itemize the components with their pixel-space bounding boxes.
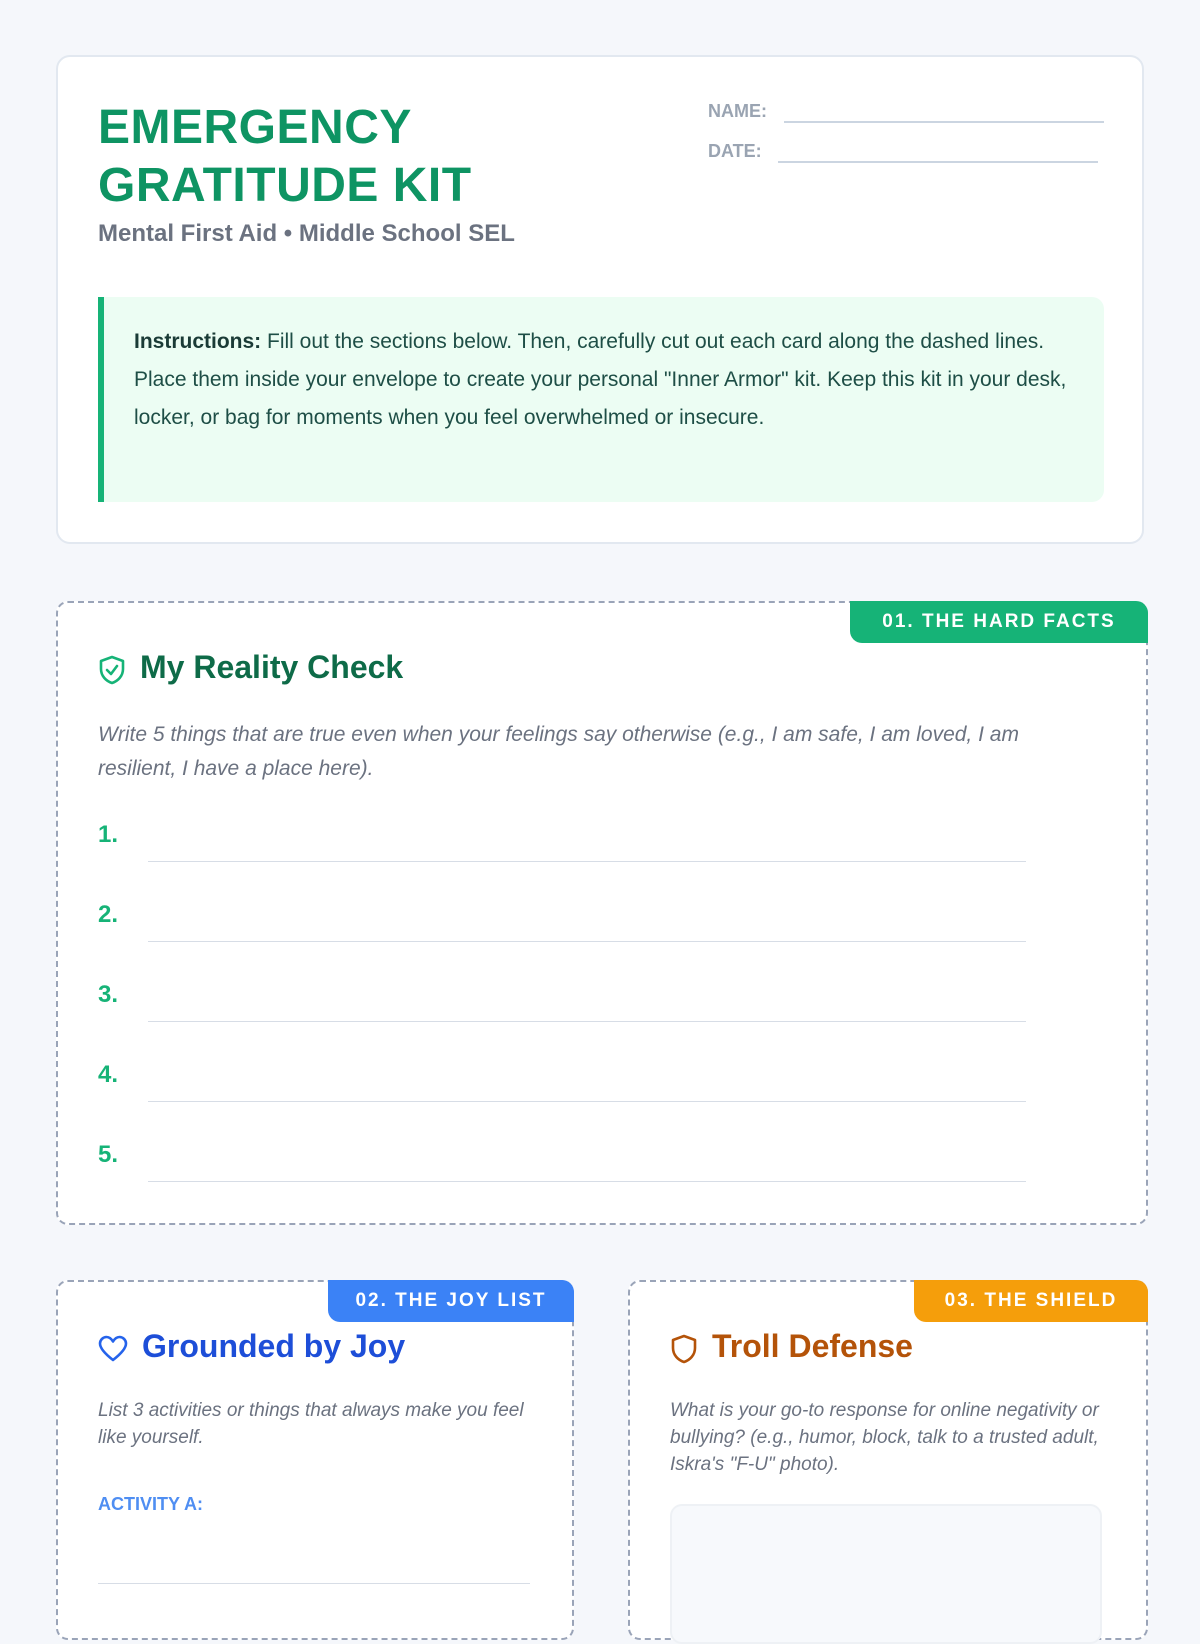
card-tab-hard-facts: 01. THE HARD FACTS bbox=[850, 601, 1148, 643]
troll-defense-card bbox=[628, 1280, 1148, 1640]
shield-icon bbox=[670, 1334, 698, 1364]
card-title-reality-check bbox=[98, 647, 403, 687]
header-card bbox=[56, 55, 1144, 544]
grounded-by-joy-title-text: Grounded by Joy bbox=[142, 1328, 406, 1364]
date-field[interactable] bbox=[778, 161, 1098, 163]
answer-line-5[interactable] bbox=[148, 1181, 1026, 1182]
list-number-4: 4. bbox=[98, 1061, 119, 1088]
instructions-text: Fill out the sections below. Then, carefully cut out each card along the dashed lines. Place them inside your envelope to create your personal "Inner Armor" kit. Keep this kit in your desk, locker, or bag for moments when you feel overwhelmed or insecure. bbox=[134, 330, 1067, 429]
shield-check-icon bbox=[98, 655, 126, 685]
list-number-3: 3. bbox=[98, 981, 119, 1008]
activity-a-line[interactable] bbox=[98, 1583, 530, 1584]
heart-icon bbox=[98, 1335, 128, 1363]
reality-check-description: Write 5 things that are true even when your feelings say otherwise (e.g., I am safe, I am loved, I am resilient, I have a place here). bbox=[98, 723, 1019, 780]
title-line-2: GRATITUDE KIT bbox=[98, 159, 472, 212]
troll-defense-title-text: Troll Defense bbox=[712, 1328, 913, 1364]
card-tab-shield: 03. THE SHIELD bbox=[914, 1280, 1148, 1322]
name-label: NAME: bbox=[708, 101, 767, 121]
reality-check-card bbox=[56, 601, 1148, 1225]
answer-line-1[interactable] bbox=[148, 861, 1026, 862]
troll-defense-response-box[interactable] bbox=[670, 1504, 1102, 1644]
answer-line-2[interactable] bbox=[148, 941, 1026, 942]
card-title-troll-defense bbox=[670, 1326, 913, 1366]
reality-check-title-text: My Reality Check bbox=[140, 649, 404, 685]
troll-defense-description: What is your go-to response for online negativity or bullying? (e.g., humor, block, talk to a trusted adult, Iskra's "F-U" photo). bbox=[670, 1400, 1099, 1475]
list-number-5: 5. bbox=[98, 1141, 119, 1168]
card-tab-joy-list: 02. THE JOY LIST bbox=[328, 1280, 574, 1322]
page-title bbox=[98, 99, 472, 215]
card-title-grounded-by-joy bbox=[98, 1326, 405, 1366]
answer-line-3[interactable] bbox=[148, 1021, 1026, 1022]
title-line-1: EMERGENCY bbox=[98, 101, 412, 154]
date-label: DATE: bbox=[708, 141, 762, 161]
grounded-by-joy-card bbox=[56, 1280, 574, 1640]
page-subtitle: Mental First Aid • Middle School SEL bbox=[98, 220, 515, 247]
instructions-lead: Instructions: bbox=[134, 330, 262, 353]
instructions-box bbox=[98, 297, 1104, 502]
name-field[interactable] bbox=[784, 121, 1104, 123]
list-number-2: 2. bbox=[98, 901, 119, 928]
answer-line-4[interactable] bbox=[148, 1101, 1026, 1102]
grounded-by-joy-description: List 3 activities or things that always make you feel like yourself. bbox=[98, 1400, 524, 1448]
list-number-1: 1. bbox=[98, 821, 119, 848]
activity-a-label: ACTIVITY A: bbox=[98, 1494, 204, 1514]
